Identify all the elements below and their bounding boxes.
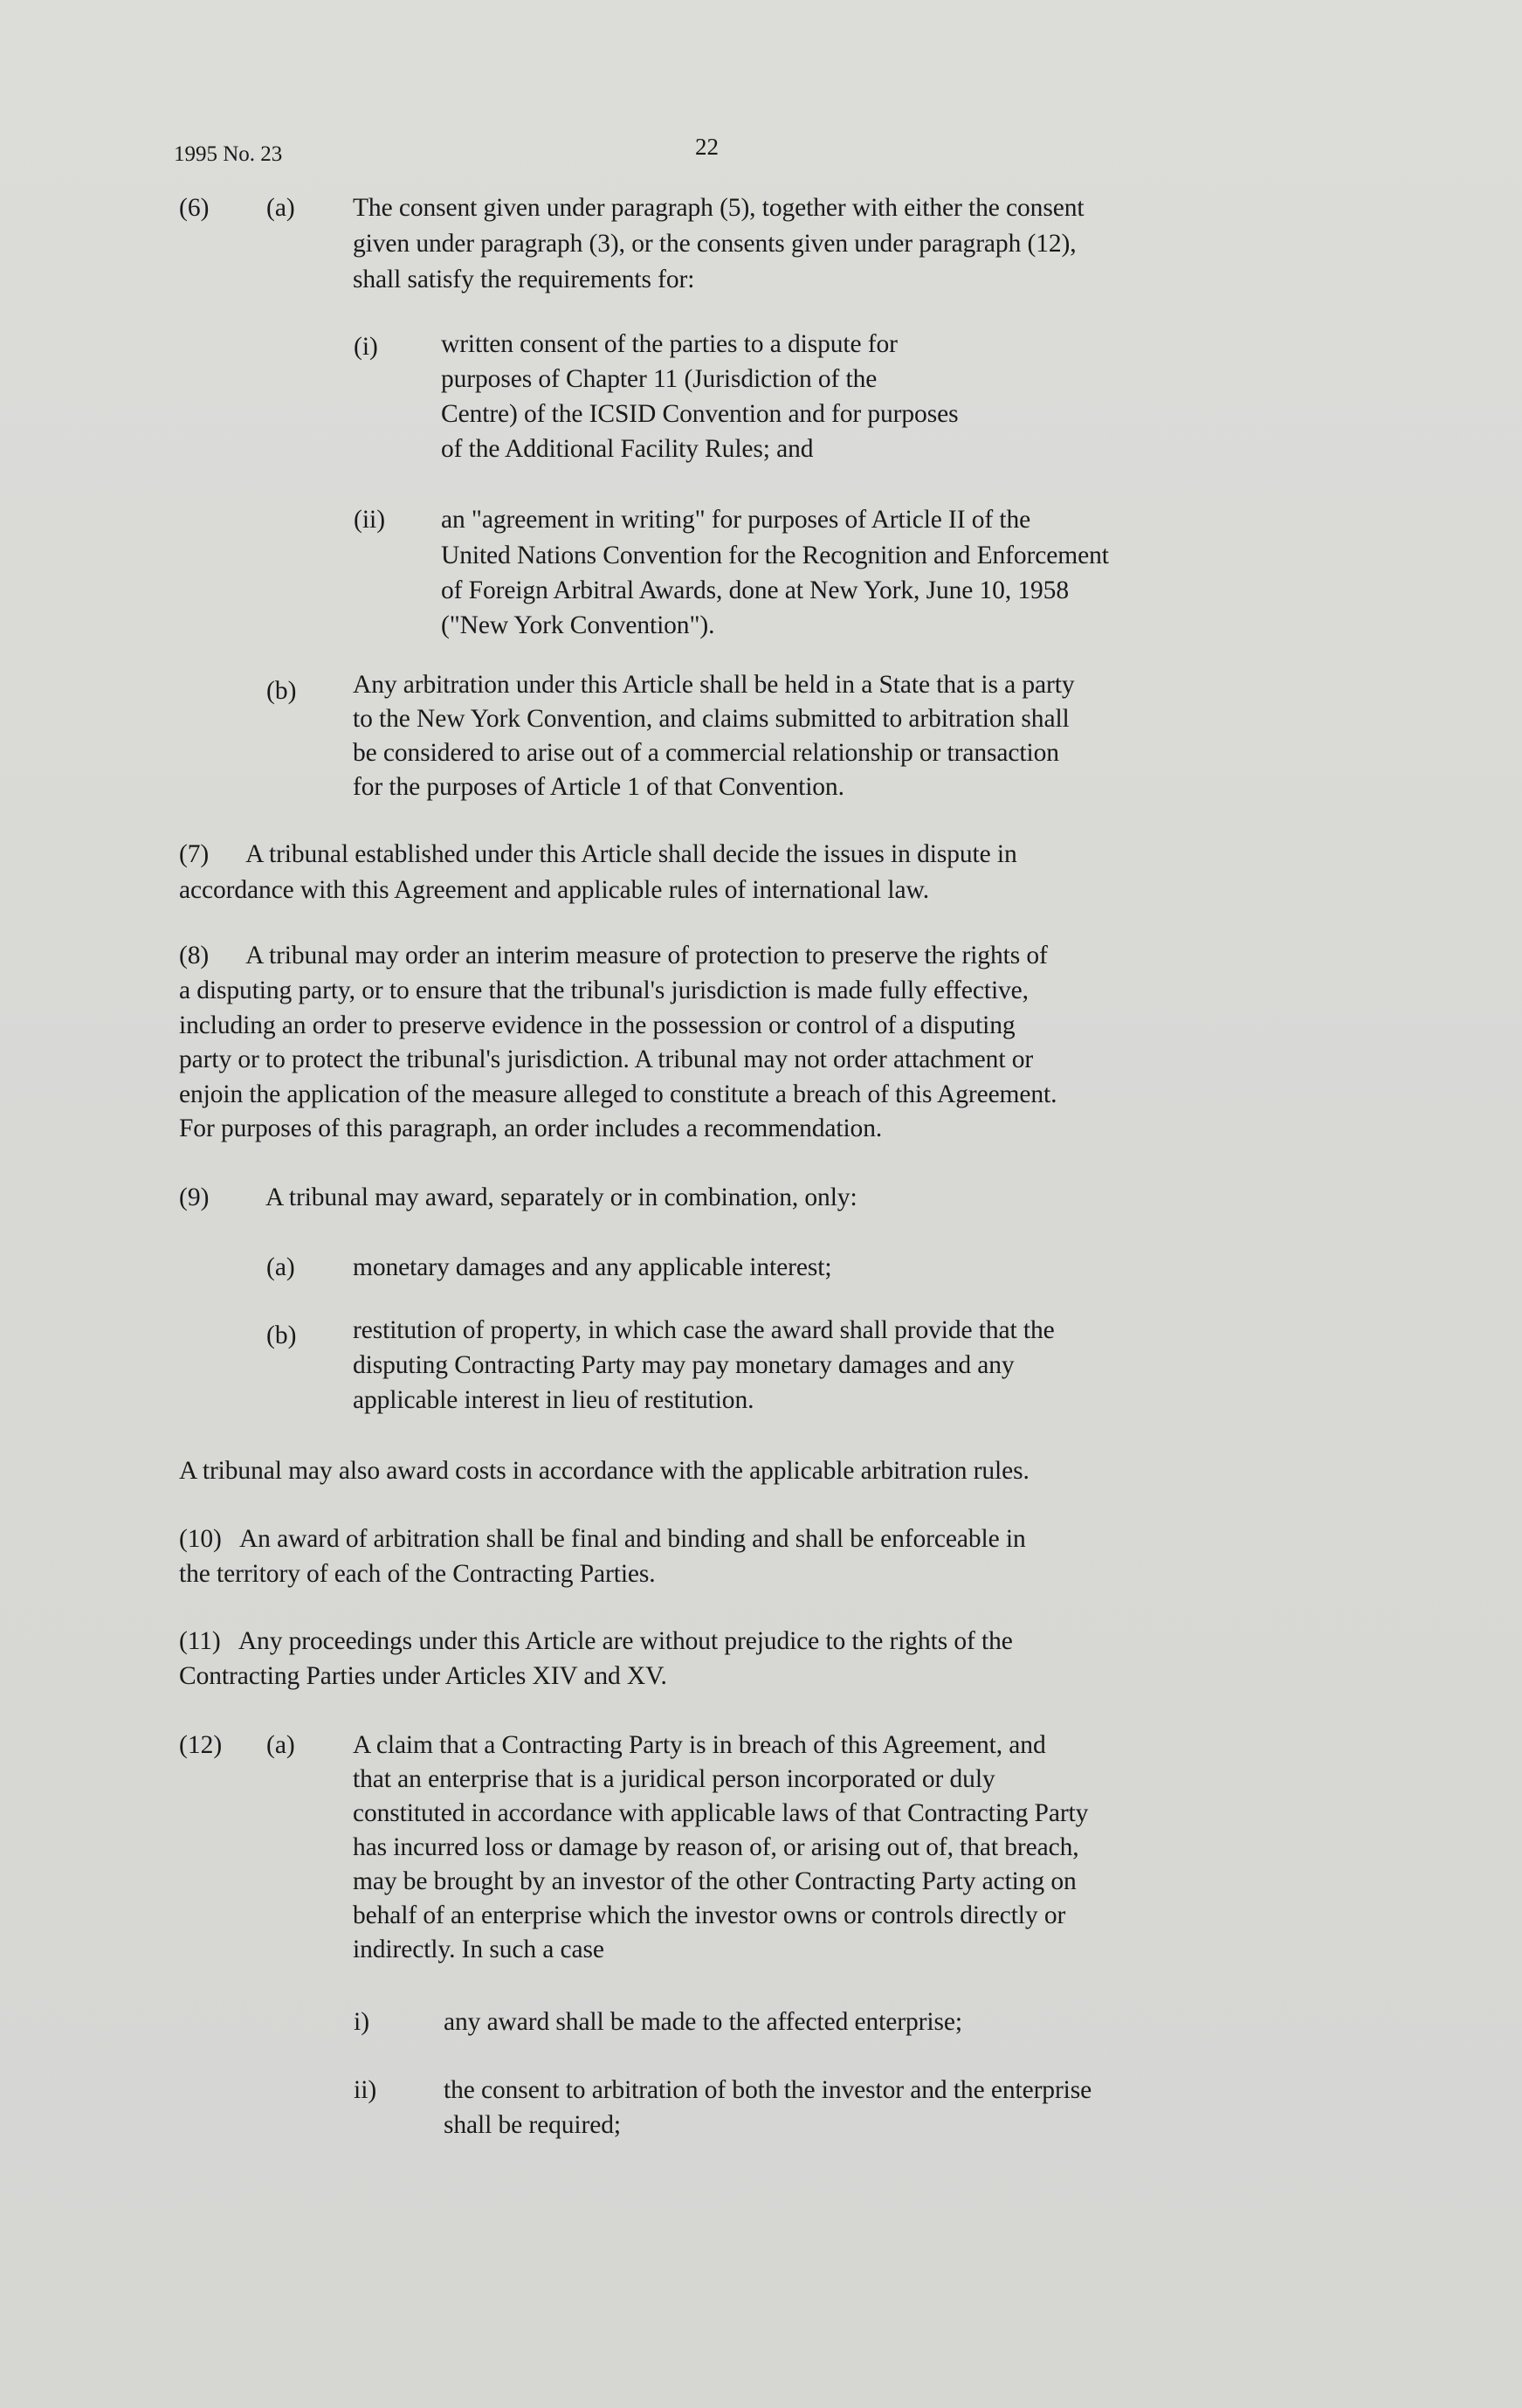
paragraph-11-line: Contracting Parties under Articles XIV and XV.	[179, 1662, 667, 1690]
paragraph-12a-line: constituted in accordance with applicable laws of that Contracting Party	[353, 1799, 1089, 1827]
paragraph-6a-ii-line: United Nations Convention for the Recognition and Enforcement	[441, 542, 1109, 569]
paragraph-9-costs: A tribunal may also award costs in accordance with the applicable arbitration rules.	[179, 1457, 1030, 1485]
paragraph-8-line: a disputing party, or to ensure that the tribunal's jurisdiction is made fully effective,	[179, 976, 1029, 1004]
paragraph-6b-line: to the New York Convention, and claims submitted to arbitration shall	[353, 705, 1070, 733]
paragraph-8-line: For purposes of this paragraph, an order includes a recommendation.	[179, 1114, 883, 1142]
paragraph-12a-ii-line: the consent to arbitration of both the investor and the enterprise	[444, 2076, 1092, 2104]
paragraph-9a-text: monetary damages and any applicable interest;	[353, 1253, 832, 1281]
paragraph-6a-i-line: written consent of the parties to a dispute for	[441, 330, 898, 358]
paragraph-12a-line: that an enterprise that is a juridical person incorporated or duly	[353, 1765, 995, 1793]
paragraph-12a-ii-label: ii)	[354, 2076, 377, 2104]
paragraph-9b-line: restitution of property, in which case the award shall provide that the	[353, 1316, 1055, 1344]
paragraph-8-line: including an order to preserve evidence in the possession or control of a disputing	[179, 1011, 1016, 1039]
paragraph-8-line: (8) A tribunal may order an interim measure of protection to preserve the rights of	[179, 942, 1048, 969]
paragraph-6a-line: given under paragraph (3), or the consents given under paragraph (12),	[353, 230, 1077, 258]
document-reference: 1995 No. 23	[174, 142, 283, 166]
page-number: 22	[695, 134, 719, 160]
paragraph-12a-ii-line: shall be required;	[444, 2111, 621, 2139]
paragraph-6b-line: be considered to arise out of a commercial relationship or transaction	[353, 739, 1059, 767]
paragraph-6b-label: (b)	[266, 677, 297, 705]
paragraph-6a-line: shall satisfy the requirements for:	[353, 266, 695, 293]
paragraph-6a-ii-line: of Foreign Arbitral Awards, done at New York, June 10, 1958	[441, 576, 1069, 604]
paragraph-6a-ii-line: an "agreement in writing" for purposes of Article II of the	[441, 506, 1031, 534]
paragraph-10-line: the territory of each of the Contracting Parties.	[179, 1560, 656, 1588]
paragraph-6b-line: Any arbitration under this Article shall be held in a State that is a party	[353, 671, 1075, 699]
paragraph-12a-line: A claim that a Contracting Party is in breach of this Agreement, and	[353, 1731, 1046, 1759]
paragraph-7-line: (7) A tribunal established under this Article shall decide the issues in dispute in	[179, 840, 1017, 868]
paragraph-9b-label: (b)	[266, 1321, 297, 1349]
paragraph-12a-line: indirectly. In such a case	[353, 1935, 604, 1963]
paragraph-6a-i-line: Centre) of the ICSID Convention and for purposes	[441, 400, 959, 428]
paragraph-6a-i-label: (i)	[354, 333, 378, 361]
paragraph-6a-ii-label: (ii)	[354, 506, 386, 534]
paragraph-12a-i-label: i)	[354, 2008, 370, 2036]
paragraph-9a-label: (a)	[266, 1253, 295, 1281]
paragraph-9-number: (9)	[179, 1183, 210, 1211]
paragraph-8-line: enjoin the application of the measure alleged to constitute a breach of this Agreement.	[179, 1080, 1057, 1108]
paragraph-12a-line: may be brought by an investor of the other Contracting Party acting on	[353, 1867, 1077, 1895]
paragraph-12-number: (12)	[179, 1731, 223, 1759]
paragraph-12a-label: (a)	[266, 1731, 295, 1759]
paragraph-6a-ii-line: ("New York Convention").	[441, 611, 715, 639]
paragraph-9b-line: applicable interest in lieu of restitution.	[353, 1386, 754, 1414]
paragraph-12a-line: behalf of an enterprise which the investor owns or controls directly or	[353, 1901, 1066, 1929]
paragraph-11-line: (11) Any proceedings under this Article are without prejudice to the rights of the	[179, 1627, 1013, 1655]
paragraph-10-line: (10) An award of arbitration shall be final and binding and shall be enforceable in	[179, 1525, 1026, 1553]
paragraph-6a-label: (a)	[266, 194, 295, 222]
paragraph-8-line: party or to protect the tribunal's jurisdiction. A tribunal may not order attachment or	[179, 1045, 1034, 1073]
paragraph-9-intro: A tribunal may award, separately or in combination, only:	[265, 1183, 857, 1211]
paragraph-6-number: (6)	[179, 194, 210, 222]
paragraph-6a-line: The consent given under paragraph (5), together with either the consent	[353, 194, 1085, 222]
paragraph-6a-i-line: of the Additional Facility Rules; and	[441, 435, 814, 463]
paragraph-12a-line: has incurred loss or damage by reason of, or arising out of, that breach,	[353, 1833, 1079, 1861]
paragraph-6a-i-line: purposes of Chapter 11 (Jurisdiction of the	[441, 365, 878, 393]
paragraph-12a-i-text: any award shall be made to the affected enterprise;	[444, 2008, 962, 2036]
paragraph-9b-line: disputing Contracting Party may pay monetary damages and any	[353, 1351, 1015, 1379]
paragraph-7-line: accordance with this Agreement and applicable rules of international law.	[179, 876, 930, 904]
paragraph-6b-line: for the purposes of Article 1 of that Convention.	[353, 773, 844, 801]
